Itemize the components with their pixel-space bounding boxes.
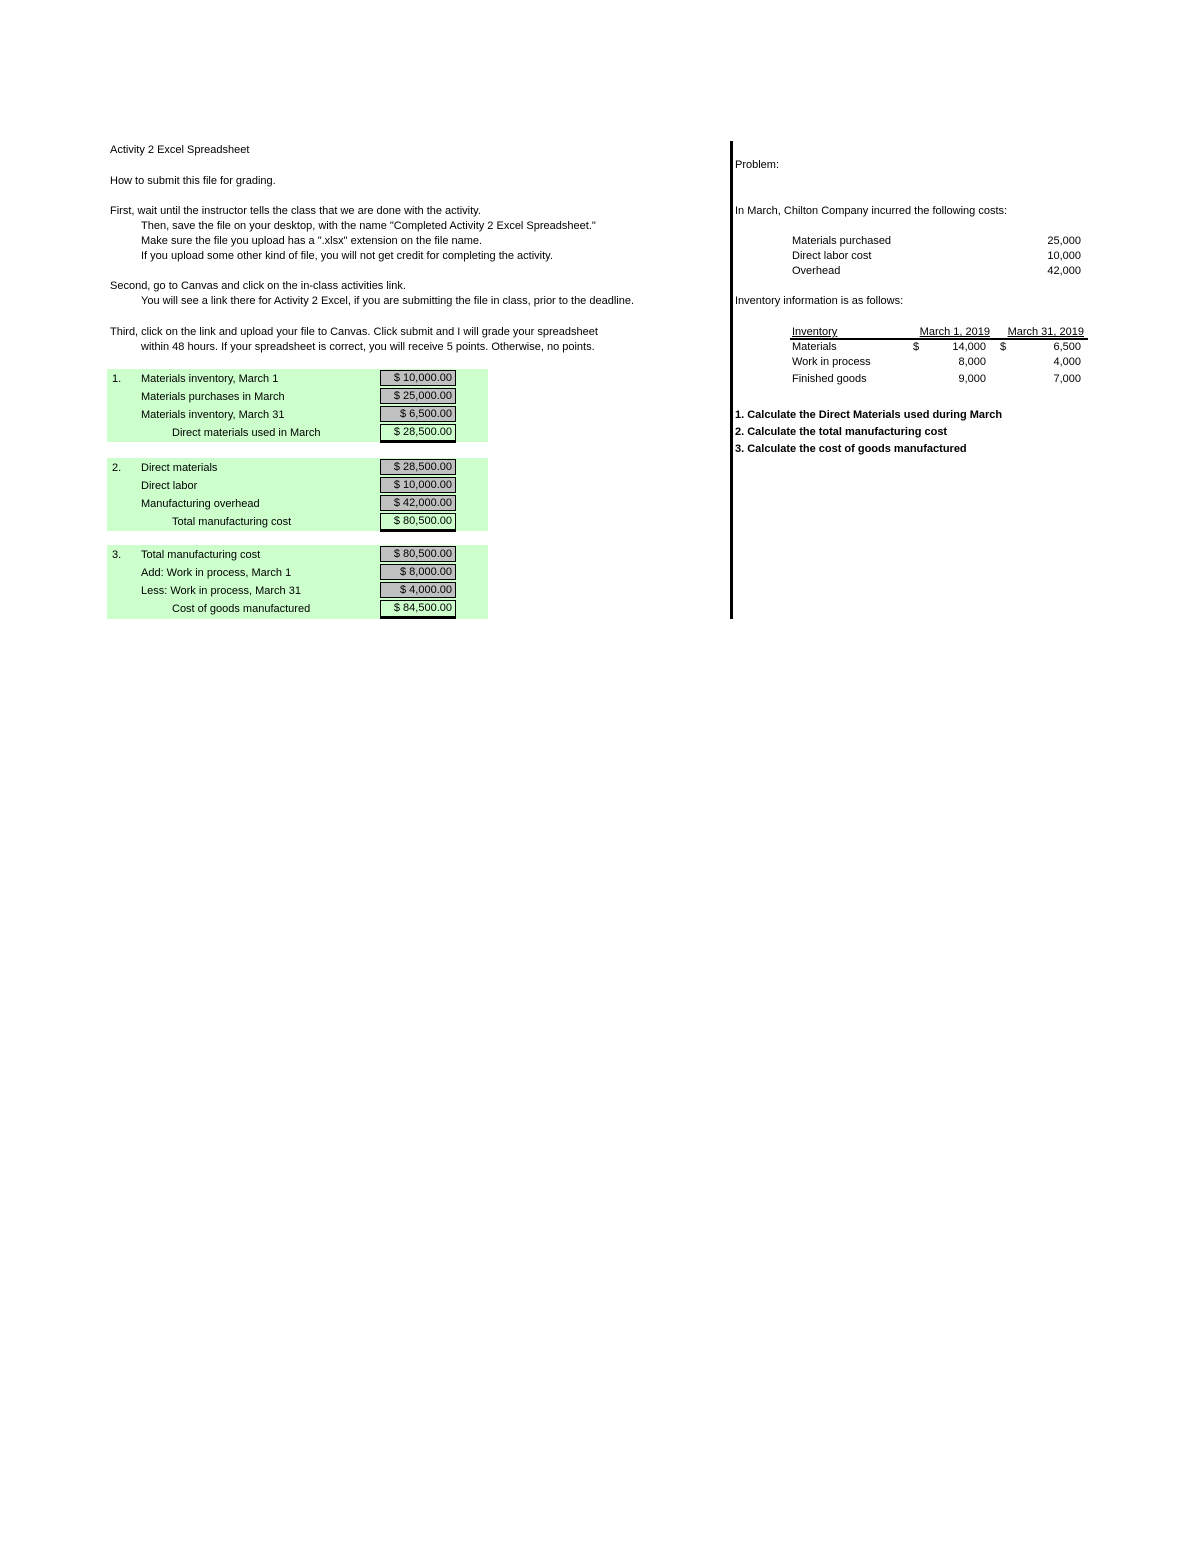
inventory-header: March 1, 2019 (919, 326, 990, 338)
instruction-first: First, wait until the instructor tells the class that we are done with the activity. (110, 205, 481, 217)
cost-label: Materials purchased (792, 235, 892, 247)
answer-label: Direct labor (141, 480, 198, 492)
task-item: 2. Calculate the total manufacturing cost (735, 426, 948, 438)
cost-value: 25,000 (1047, 235, 1081, 247)
instruction-first-c: If you upload some other kind of file, you will not get credit for completing the activity. (141, 250, 553, 262)
inventory-header: March 31, 2019 (1007, 326, 1084, 338)
answer-total-cell[interactable]: $ 84,500.00 (380, 600, 456, 619)
answer-input-cell[interactable]: $ 10,000.00 (380, 477, 456, 493)
cost-value: 10,000 (1047, 250, 1081, 262)
answer-input-cell[interactable]: $ 80,500.00 (380, 546, 456, 562)
instruction-third: Third, click on the link and upload your file to Canvas. Click submit and I will grade your spreadsheet (110, 326, 598, 338)
answer-input-cell[interactable]: $ 8,000.00 (380, 564, 456, 580)
answer-input-cell[interactable]: $ 10,000.00 (380, 370, 456, 386)
answer-label: Less: Work in process, March 31 (141, 585, 301, 597)
answer-number: 3. (112, 549, 122, 561)
instruction-first-b: Make sure the file you upload has a ".xlsx" extension on the file name. (141, 235, 483, 247)
inventory-value: 8,000 (958, 356, 986, 368)
answer-number: 2. (112, 462, 122, 474)
instruction-first-a: Then, save the file on your desktop, with the name "Completed Activity 2 Excel Spreadsheet." (141, 220, 596, 232)
answer-input-cell[interactable]: $ 4,000.00 (380, 582, 456, 598)
problem-heading: Problem: (735, 159, 780, 171)
column-divider (730, 141, 733, 619)
answer-label: Materials inventory, March 31 (141, 409, 285, 421)
instruction-second: Second, go to Canvas and click on the in-class activities link. (110, 280, 406, 292)
currency-symbol: $ (1000, 341, 1007, 353)
answer-total-cell[interactable]: $ 80,500.00 (380, 513, 456, 532)
inventory-value: 4,000 (1053, 356, 1081, 368)
inventory-value: 14,000 (952, 341, 986, 353)
inventory-row-label: Finished goods (792, 373, 867, 385)
answer-total-label: Total manufacturing cost (172, 516, 292, 528)
inventory-value: 7,000 (1053, 373, 1081, 385)
instruction-third-a: within 48 hours. If your spreadsheet is correct, you will receive 5 points. Otherwise, no points. (141, 341, 595, 353)
answer-label: Total manufacturing cost (141, 549, 261, 561)
cost-label: Direct labor cost (792, 250, 872, 262)
answer-total-label: Cost of goods manufactured (172, 603, 311, 615)
answer-label: Manufacturing overhead (141, 498, 260, 510)
answer-input-cell[interactable]: $ 25,000.00 (380, 388, 456, 404)
task-item: 3. Calculate the cost of goods manufactured (735, 443, 967, 455)
inventory-header: Inventory (792, 326, 838, 338)
answer-label: Materials purchases in March (141, 391, 285, 403)
answer-total-label: Direct materials used in March (172, 427, 321, 439)
inventory-row-label: Materials (792, 341, 837, 353)
answer-total-cell[interactable]: $ 28,500.00 (380, 424, 456, 443)
answer-label: Add: Work in process, March 1 (141, 567, 292, 579)
answer-label: Direct materials (141, 462, 218, 474)
answer-input-cell[interactable]: $ 42,000.00 (380, 495, 456, 511)
task-item: 1. Calculate the Direct Materials used during March (735, 409, 1003, 421)
inventory-value: 6,500 (1053, 341, 1081, 353)
inventory-value: 9,000 (958, 373, 986, 385)
cost-label: Overhead (792, 265, 841, 277)
cost-value: 42,000 (1047, 265, 1081, 277)
currency-symbol: $ (913, 341, 920, 353)
instruction-second-a: You will see a link there for Activity 2 Excel, if you are submitting the file in class, prior to the deadline. (141, 295, 635, 307)
answer-input-cell[interactable]: $ 6,500.00 (380, 406, 456, 422)
how-to-heading: How to submit this file for grading. (110, 175, 276, 187)
answer-input-cell[interactable]: $ 28,500.00 (380, 459, 456, 475)
inventory-intro: Inventory information is as follows: (735, 295, 904, 307)
inventory-row-label: Work in process (792, 356, 871, 368)
problem-intro: In March, Chilton Company incurred the following costs: (735, 205, 1008, 217)
answer-label: Materials inventory, March 1 (141, 373, 279, 385)
sheet-title: Activity 2 Excel Spreadsheet (110, 144, 250, 156)
answer-number: 1. (112, 373, 122, 385)
